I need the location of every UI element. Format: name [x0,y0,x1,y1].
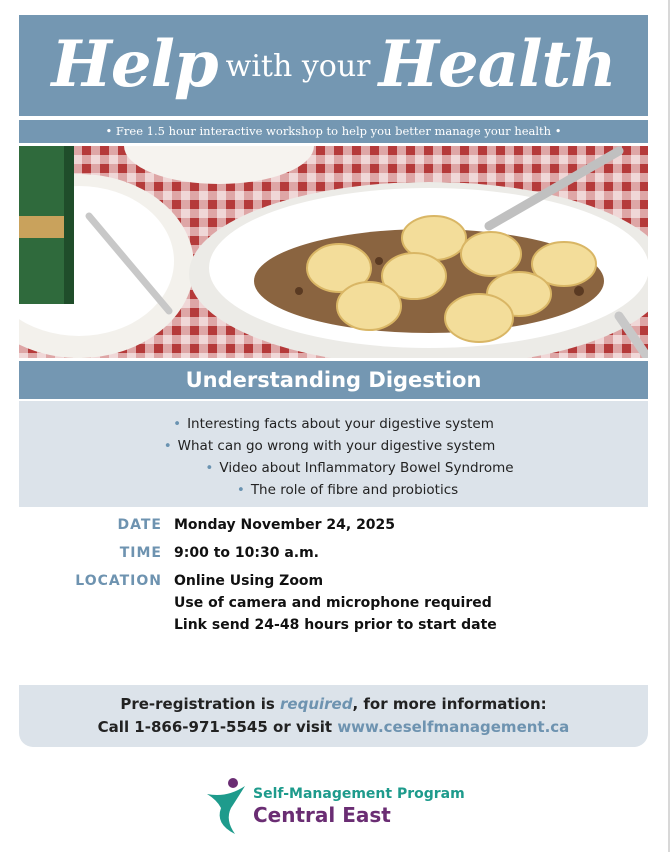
time-label: TIME [119,545,162,561]
topic-text: The role of fibre and probiotics [250,482,459,498]
registration-line [19,693,648,716]
location-value: Online Using Zoom [174,573,324,589]
phone-text: Call 1-866-971-5545 or visit [97,718,338,736]
hero-banner [19,15,648,116]
list-item [33,479,662,501]
time-row [19,545,648,565]
registration-text-2: , for more information: [352,695,547,713]
location-link-note: Link send 24-48 hours prior to start date [174,617,497,633]
topic-text: Interesting facts about your digestive system [187,416,494,432]
hero-word-with-your: with your [225,49,371,84]
bullet-icon: • [205,460,214,476]
workshop-title: Understanding Digestion [19,361,648,399]
bullet-icon: • [173,416,182,432]
location-row-2 [19,595,648,615]
date-label: DATE [117,517,162,533]
location-label: LOCATION [75,573,162,589]
program-logo [205,776,495,836]
list-item [15,435,644,457]
cereal-bowl-photo [19,146,648,358]
cereal-bowl-illustration [19,146,648,358]
topic-text: Video about Inflammatory Bowel Syndrome [219,460,514,476]
date-row [19,517,648,537]
list-item [45,457,670,479]
bullet-icon: • [163,438,172,454]
registration-text: Pre-registration is [120,695,281,713]
contact-line [19,716,648,739]
location-row [19,573,648,593]
hero-word-health: Health [378,27,616,102]
required-emphasis: required [280,695,353,713]
person-swoosh-icon [205,776,251,836]
topic-text: What can go wrong with your digestive system [177,438,496,454]
hero-word-help: Help [51,27,218,102]
logo-region-name: Central East [253,803,391,827]
date-value: Monday November 24, 2025 [174,517,396,533]
location-camera-note: Use of camera and microphone required [174,595,492,611]
location-row-3 [19,617,648,637]
hero-title [19,27,648,102]
topics-panel [19,401,648,507]
list-item [19,413,648,435]
logo-program-name: Self-Management Program [253,786,465,802]
website-link[interactable]: www.ceselfmanagement.ca [337,718,570,736]
registration-info [19,685,648,747]
time-value: 9:00 to 10:30 a.m. [174,545,319,561]
bullet-icon: • [236,482,245,498]
subtitle-banner: • Free 1.5 hour interactive workshop to help you better manage your health • [19,120,648,143]
